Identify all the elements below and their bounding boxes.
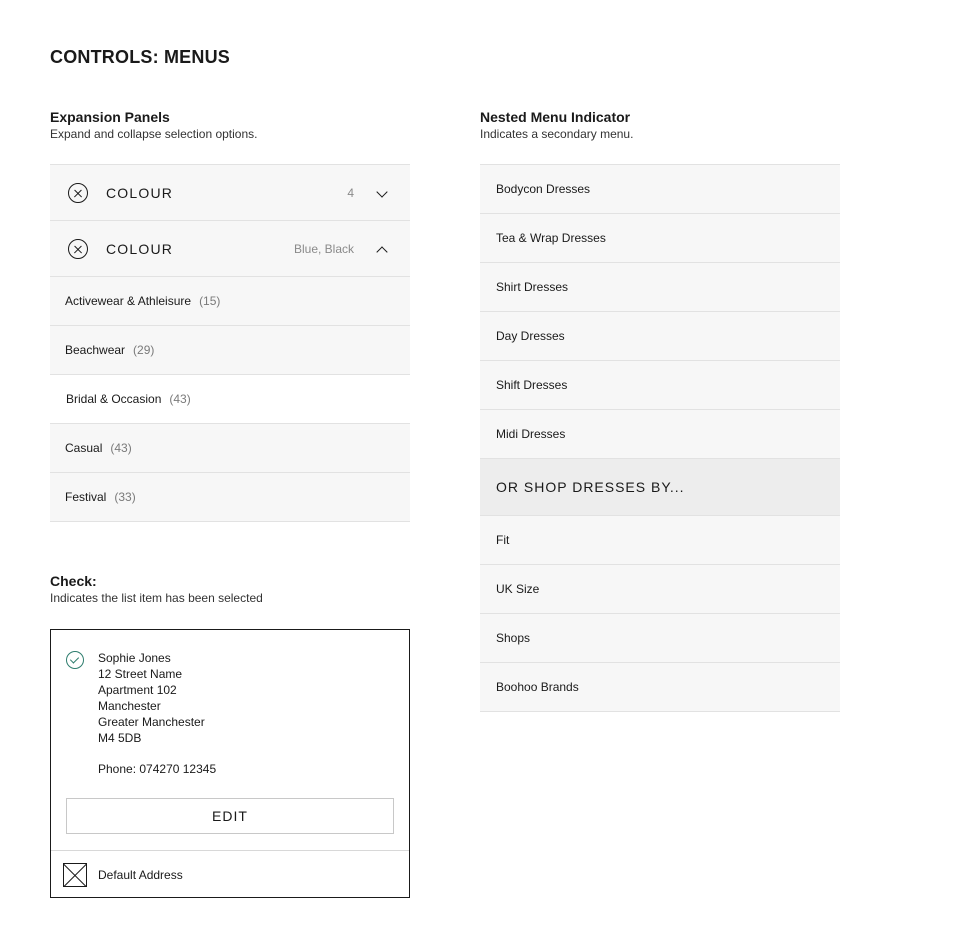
nested-menu-subitem[interactable]: Shops [480, 614, 840, 663]
panel-selected-count: 4 [347, 186, 354, 200]
filter-option-count: (29) [133, 343, 155, 357]
check-circle-icon [66, 651, 84, 669]
filter-option[interactable] [50, 326, 410, 375]
card-divider [51, 850, 409, 851]
address-line: Manchester [98, 699, 161, 713]
nested-menu-item[interactable]: Shift Dresses [480, 361, 840, 410]
address-name: Sophie Jones [98, 651, 171, 665]
filter-option-label: Activewear & Athleisure [65, 294, 192, 308]
default-address-checkbox-icon[interactable] [63, 863, 87, 887]
expansion-section-title: Expansion Panels [50, 109, 170, 125]
nested-menu-subitem[interactable]: UK Size [480, 565, 840, 614]
nested-menu-item[interactable]: Tea & Wrap Dresses [480, 214, 840, 263]
nested-menu-subitem[interactable]: Boohoo Brands [480, 663, 840, 712]
nested-menu-item[interactable]: Shirt Dresses [480, 263, 840, 312]
address-line: Greater Manchester [98, 715, 205, 729]
filter-option-count: (43) [110, 441, 132, 455]
filter-option[interactable] [50, 277, 410, 326]
check-mark-icon [70, 654, 79, 663]
filter-option-count: (43) [169, 392, 191, 406]
check-section-title: Check: [50, 573, 97, 589]
filter-option[interactable] [50, 473, 410, 522]
address-card[interactable] [50, 629, 410, 898]
check-section-description: Indicates the list item has been selected [50, 591, 263, 605]
nested-menu-subitem[interactable]: Fit [480, 516, 840, 565]
expansion-section-description: Expand and collapse selection options. [50, 127, 258, 141]
chevron-down-icon[interactable] [376, 186, 387, 197]
clear-filter-icon[interactable] [68, 239, 88, 259]
nested-menu-item[interactable]: Bodycon Dresses [480, 165, 840, 214]
expansion-panel-header-expanded[interactable] [50, 221, 410, 277]
nested-menu-item[interactable]: Midi Dresses [480, 410, 840, 459]
filter-option-label: Festival [65, 490, 107, 504]
edit-address-button[interactable]: EDIT [66, 798, 394, 834]
filter-option-label: Bridal & Occasion [66, 392, 162, 406]
filter-option[interactable] [50, 424, 410, 473]
nested-menu-list [480, 164, 840, 712]
filter-option-count: (33) [114, 490, 136, 504]
address-postcode: M4 5DB [98, 731, 142, 745]
nested-menu-item[interactable]: Day Dresses [480, 312, 840, 361]
filter-option-label: Casual [65, 441, 103, 455]
chevron-up-icon[interactable] [376, 246, 387, 257]
expansion-panel-header-collapsed[interactable] [50, 165, 410, 221]
address-line: 12 Street Name [98, 667, 183, 681]
expansion-panel-list [50, 164, 410, 522]
address-block [98, 650, 205, 746]
page-title: CONTROLS: MENUS [50, 47, 230, 67]
panel-selected-values: Blue, Black [293, 242, 354, 256]
address-line: Apartment 102 [98, 683, 177, 697]
filter-option-count: (15) [199, 294, 221, 308]
panel-label: COLOUR [106, 185, 174, 201]
clear-filter-icon[interactable] [68, 183, 88, 203]
filter-option-label: Beachwear [65, 343, 126, 357]
address-phone: Phone: 074270 12345 [98, 762, 217, 776]
nested-section-title: Nested Menu Indicator [480, 109, 631, 125]
default-address-label: Default Address [98, 868, 183, 882]
nested-section-description: Indicates a secondary menu. [480, 127, 634, 141]
nested-menu-heading: OR SHOP DRESSES BY... [480, 459, 840, 516]
filter-option-hovered[interactable] [50, 375, 410, 424]
panel-label: COLOUR [106, 241, 174, 257]
